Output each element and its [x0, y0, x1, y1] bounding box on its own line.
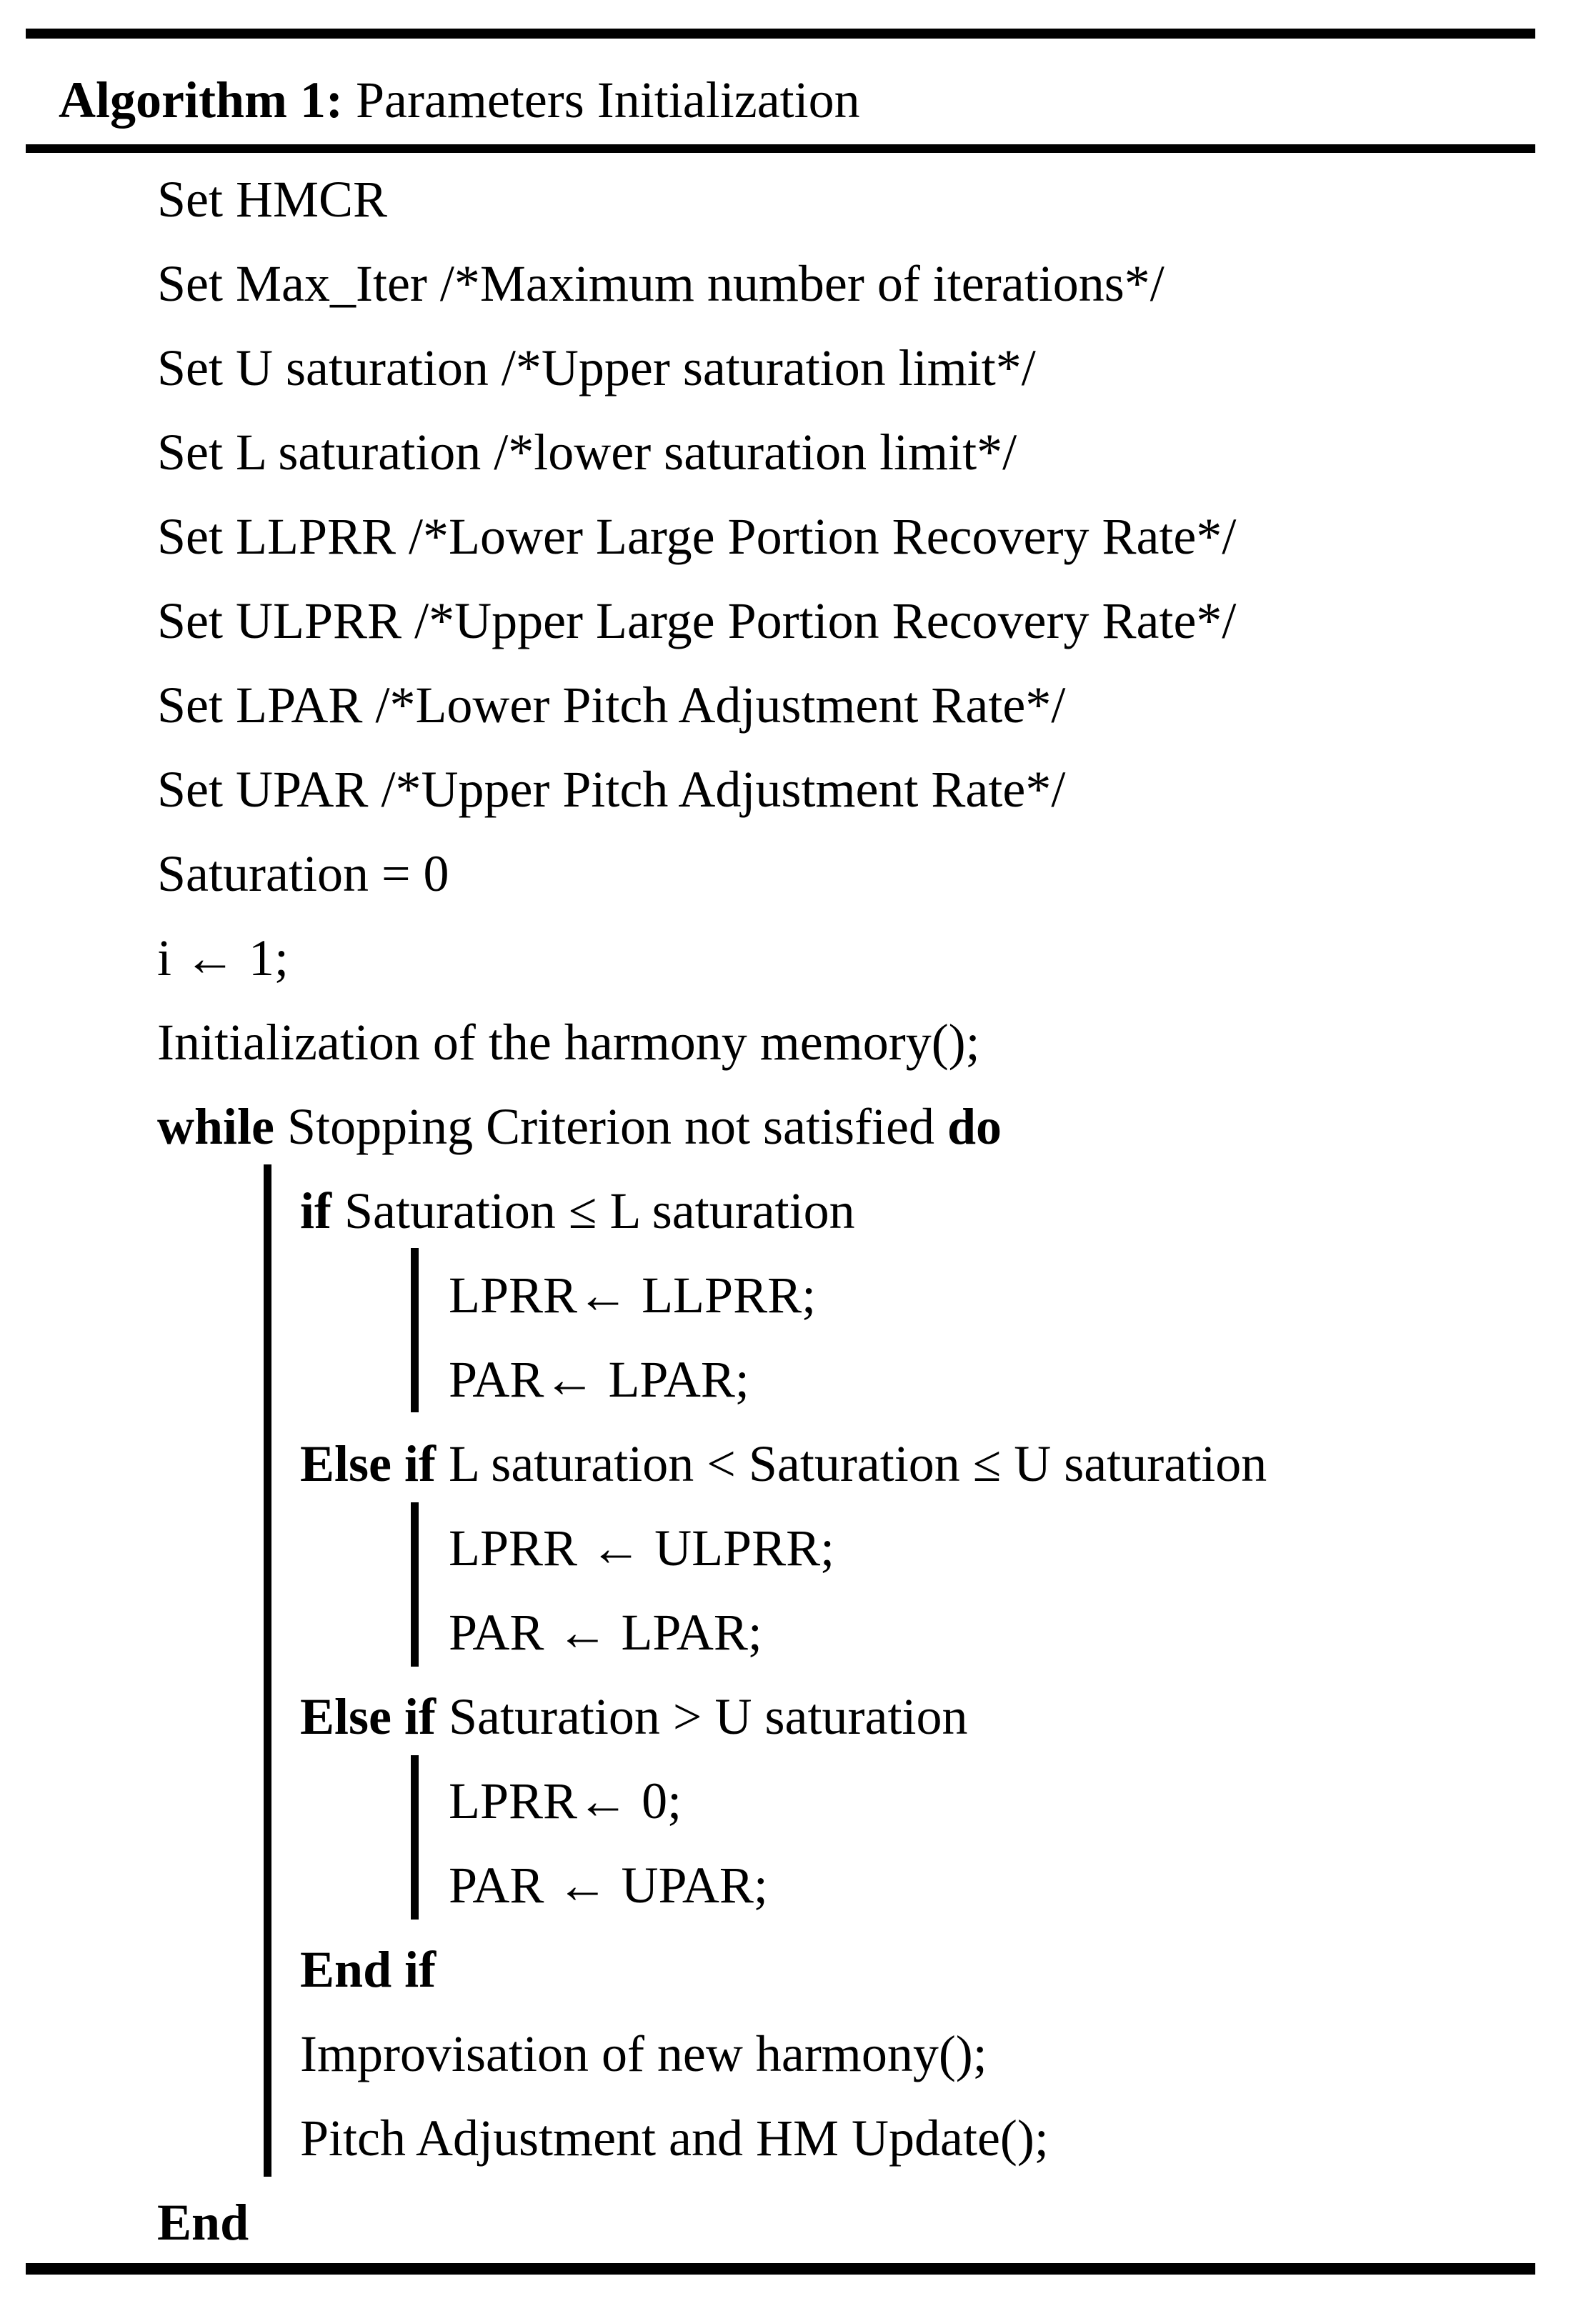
if-line — [300, 1169, 855, 1253]
if-block-bar — [411, 1248, 419, 1412]
if-body-line: PAR← LPAR; — [449, 1351, 749, 1408]
while-condition: Stopping Criterion not satisfied — [274, 1098, 947, 1155]
setup-line: i ← 1; — [157, 929, 289, 987]
setup-line: Set UPAR /*Upper Pitch Adjustment Rate*/ — [157, 761, 1066, 818]
loop-body-line: Improvisation of new harmony(); — [300, 2025, 987, 2082]
else-if-keyword: Else if — [300, 1688, 436, 1745]
if-keyword: if — [300, 1182, 331, 1239]
while-line — [157, 1084, 1002, 1169]
setup-line: Set HMCR — [157, 171, 388, 228]
if-condition: Saturation ≤ L saturation — [331, 1182, 855, 1239]
setup-line: Set ULPRR /*Upper Large Portion Recovery Rate*/ — [157, 592, 1237, 649]
else-if-block-bar — [411, 1755, 419, 1920]
algorithm-header — [59, 68, 860, 132]
else-if-condition: L saturation < Saturation ≤ U saturation — [435, 1435, 1267, 1492]
do-keyword: do — [947, 1098, 1002, 1155]
setup-line: Saturation = 0 — [157, 845, 449, 902]
else-if-body-line: PAR ← UPAR; — [449, 1857, 768, 1914]
setup-line: Set U saturation /*Upper saturation limit*/ — [157, 339, 1036, 396]
top-rule — [26, 29, 1535, 39]
else-if-keyword: Else if — [300, 1435, 436, 1492]
algorithm-title: Parameters Initialization — [355, 71, 860, 129]
else-if-line — [300, 1422, 1267, 1506]
setup-line: Set Max_Iter /*Maximum number of iterations*/ — [157, 255, 1164, 312]
else-if-block-bar — [411, 1502, 419, 1667]
else-if-line — [300, 1674, 967, 1759]
else-if-body-line: LPRR← 0; — [449, 1772, 682, 1830]
else-if-condition: Saturation > U saturation — [435, 1688, 968, 1745]
setup-line: Initialization of the harmony memory(); — [157, 1014, 980, 1071]
else-if-body-line: LPRR ← ULPRR; — [449, 1519, 835, 1577]
loop-body-line: Pitch Adjustment and HM Update(); — [300, 2110, 1049, 2167]
end-line — [157, 2180, 249, 2265]
setup-line: Set LLPRR /*Lower Large Portion Recovery Rate*/ — [157, 508, 1237, 565]
else-if-body-line: PAR ← LPAR; — [449, 1604, 762, 1661]
algorithm-label: Algorithm 1: — [59, 71, 343, 129]
while-keyword: while — [157, 1098, 275, 1155]
setup-line: Set LPAR /*Lower Pitch Adjustment Rate*/ — [157, 677, 1066, 734]
if-body-line: LPRR← LLPRR; — [449, 1267, 817, 1324]
while-block-bar — [264, 1164, 271, 2177]
bottom-rule — [26, 2263, 1535, 2275]
end-keyword: End — [157, 2194, 249, 2251]
header-rule — [26, 144, 1535, 153]
setup-line: Set L saturation /*lower saturation limit*/ — [157, 424, 1017, 481]
end-if-keyword: End if — [300, 1941, 437, 1998]
end-if-line — [300, 1927, 436, 2012]
